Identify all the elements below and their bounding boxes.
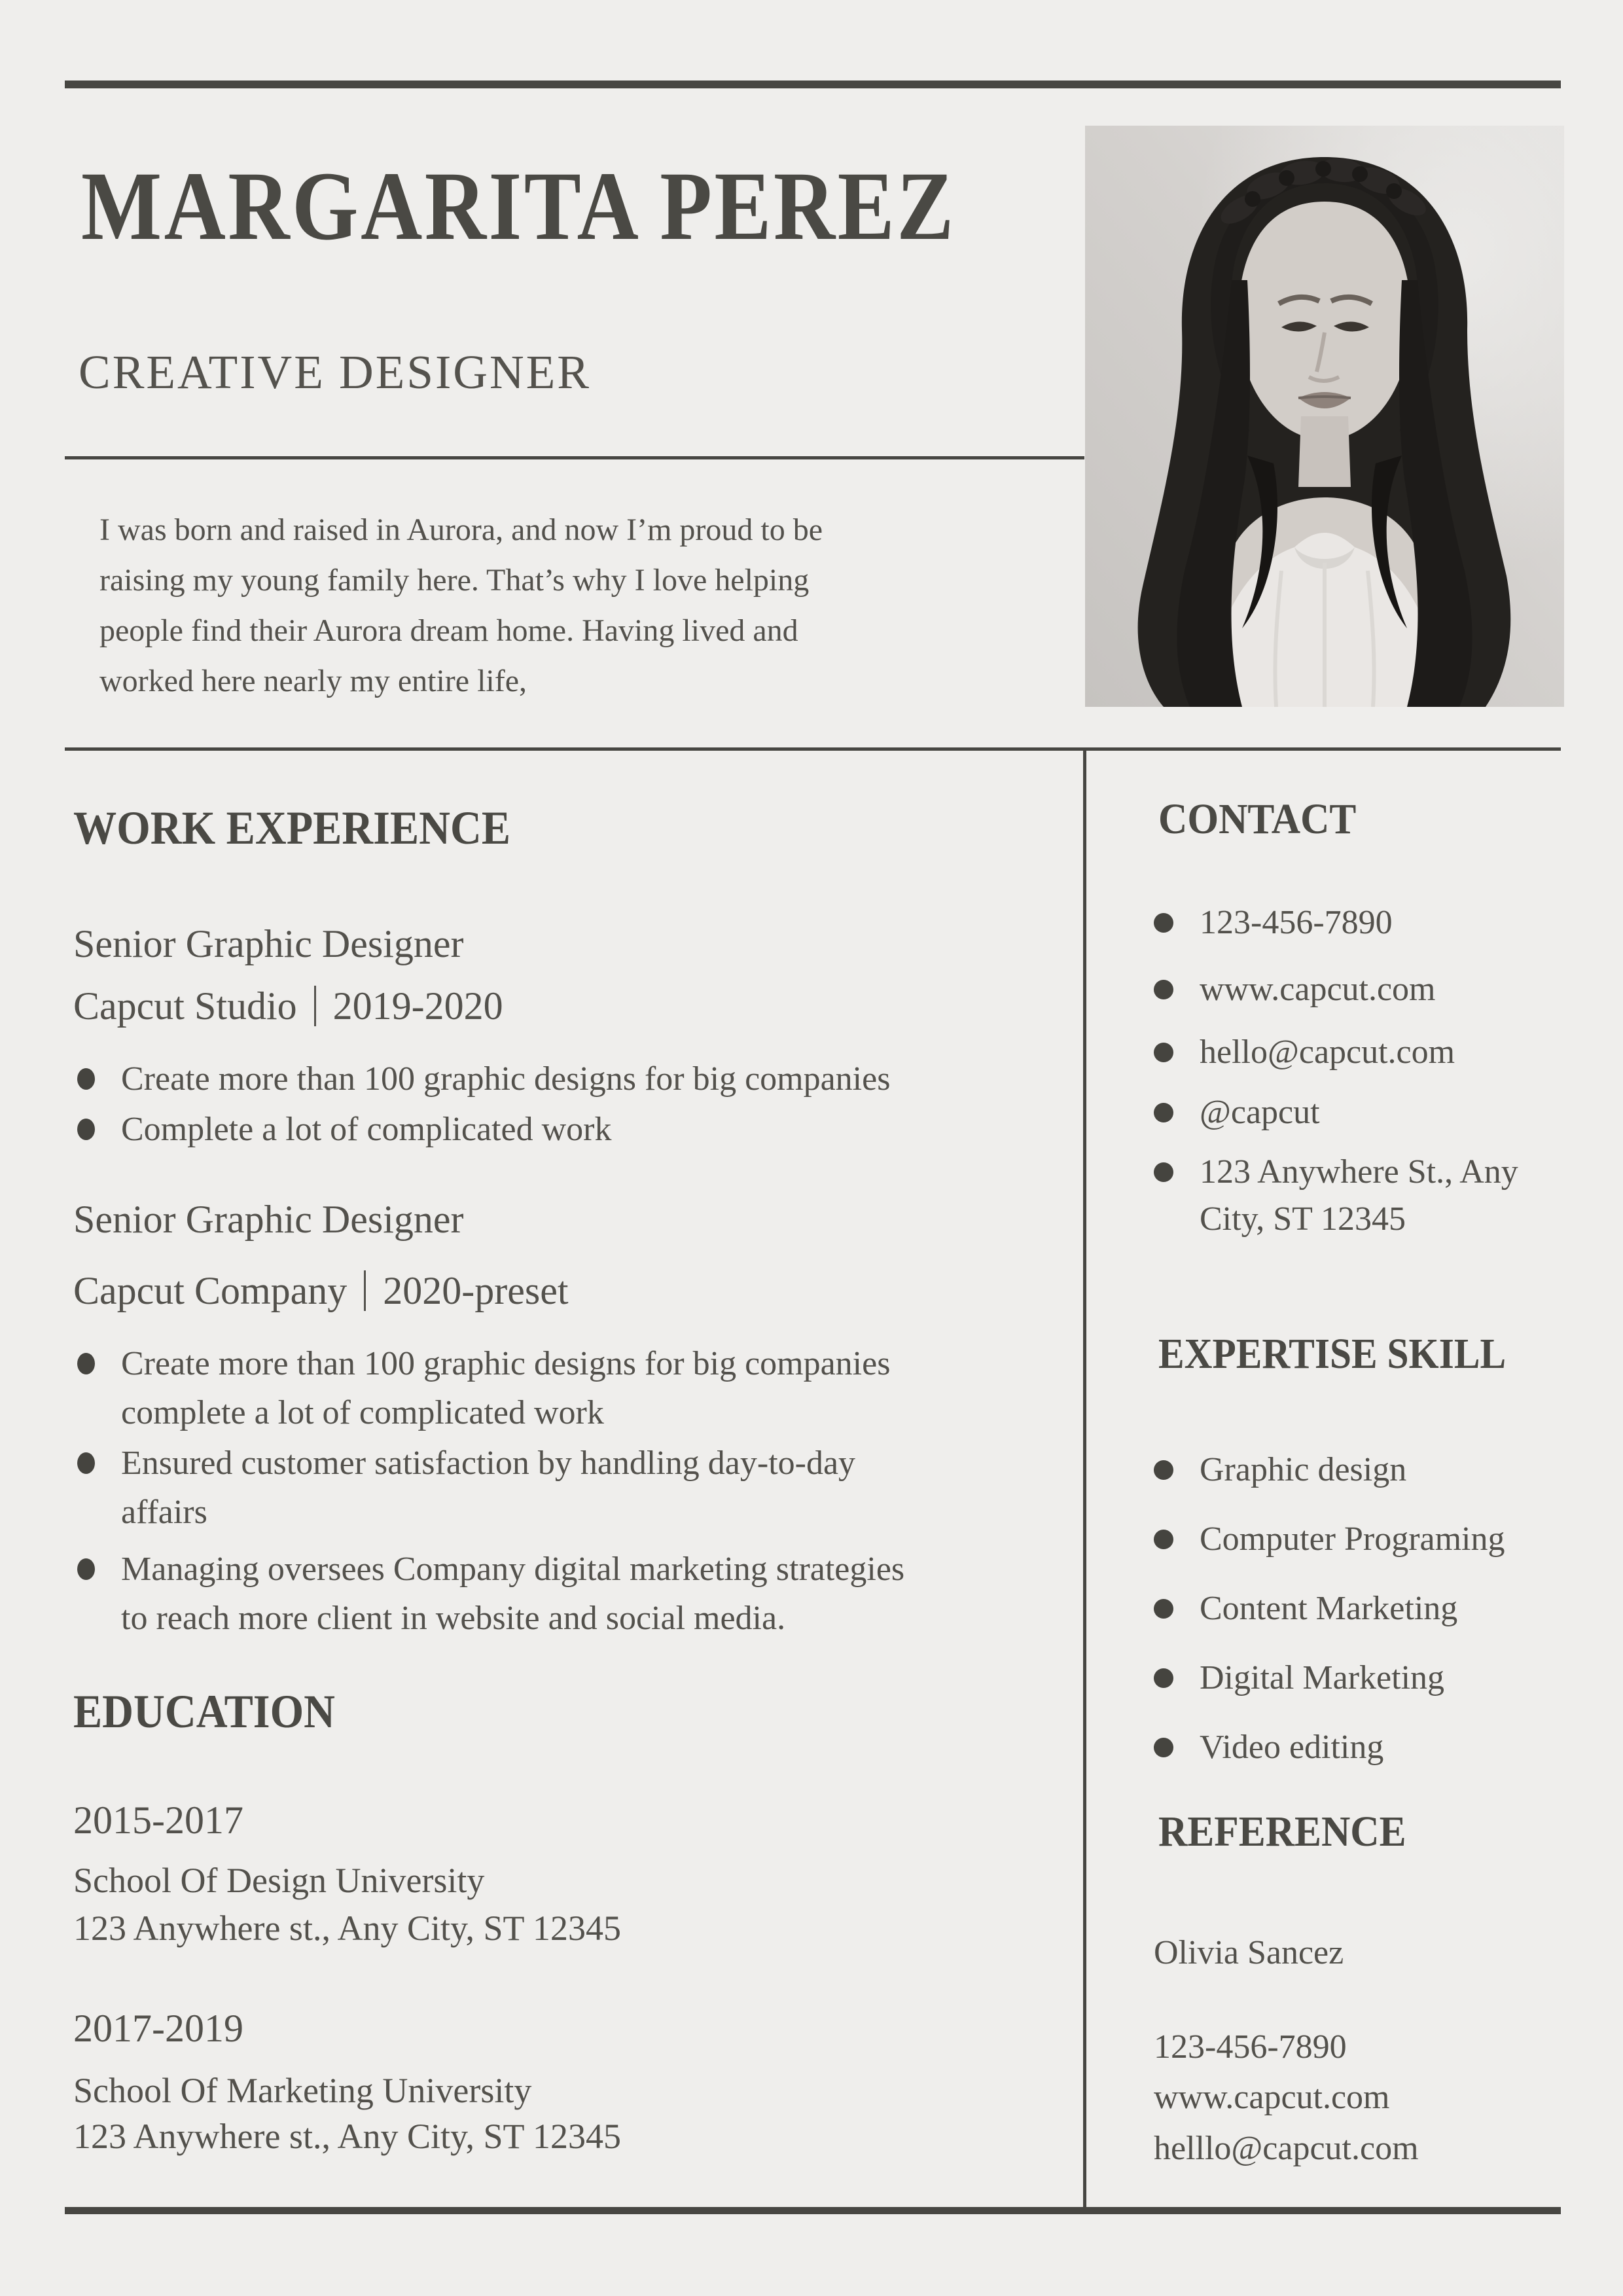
bullet-icon <box>1154 980 1173 999</box>
page-title: MARGARITA PEREZ <box>81 152 956 260</box>
job-title: CREATIVE DESIGNER <box>79 346 591 399</box>
job-meta-2 <box>73 1268 569 1314</box>
section-heading-skills: EXPERTISE SKILL <box>1158 1330 1507 1378</box>
bullet-icon <box>1154 1043 1173 1062</box>
contact-text: @capcut <box>1200 1094 1320 1131</box>
columns-top-rule <box>65 747 1561 751</box>
contact-item-email <box>1154 1028 1573 1077</box>
top-rule <box>65 81 1561 88</box>
skill-text: Graphic design <box>1200 1451 1407 1488</box>
skill-text: Digital Marketing <box>1200 1659 1445 1696</box>
work-bullet <box>73 1545 924 1643</box>
bullet-icon <box>77 1119 95 1140</box>
work-bullet <box>73 1105 924 1154</box>
education-period: 2017-2019 <box>73 2007 243 2050</box>
separator-bar <box>314 986 316 1026</box>
bullet-text: Create more than 100 graphic designs for big companies complete a lot of complicated work <box>121 1345 891 1431</box>
bullet-icon <box>77 1452 95 1474</box>
skill-item <box>1154 1584 1573 1633</box>
reference-name: Olivia Sancez <box>1154 1934 1344 1971</box>
bullet-text: Managing oversees Company digital marketing strategies to reach more client in website and social media. <box>121 1551 905 1637</box>
work-bullet <box>73 1054 924 1103</box>
company: Capcut Company <box>73 1268 348 1312</box>
bullet-icon <box>1154 1162 1173 1182</box>
period: 2020-preset <box>383 1268 569 1312</box>
portrait-illustration <box>1085 126 1564 707</box>
intro-paragraph <box>99 505 950 706</box>
work-bullet <box>73 1339 924 1437</box>
intro-line: people find their Aurora dream home. Having lived and <box>99 613 798 648</box>
skill-item <box>1154 1515 1573 1564</box>
bullet-icon <box>1154 1530 1173 1549</box>
bullet-icon <box>77 1068 95 1090</box>
section-heading-education: EDUCATION <box>73 1685 335 1738</box>
skill-text: Content Marketing <box>1200 1590 1458 1627</box>
bullet-icon <box>1154 1738 1173 1757</box>
contact-item-address <box>1154 1149 1573 1243</box>
bullet-icon <box>1154 913 1173 933</box>
job-meta-1 <box>73 983 503 1029</box>
column-divider <box>1083 747 1086 2210</box>
bullet-icon <box>77 1353 95 1374</box>
job-title-1: Senior Graphic Designer <box>73 922 464 965</box>
education-period: 2015-2017 <box>73 1799 243 1842</box>
contact-text: www.capcut.com <box>1200 971 1436 1008</box>
section-heading-work: WORK EXPERIENCE <box>73 802 511 854</box>
header-divider <box>65 456 1084 459</box>
reference-email: helllo@capcut.com <box>1154 2130 1419 2167</box>
reference-phone: 123-456-7890 <box>1154 2028 1347 2066</box>
skill-item <box>1154 1445 1573 1494</box>
skill-text: Computer Programing <box>1200 1520 1505 1558</box>
portrait-photo <box>1085 126 1564 707</box>
period: 2019-2020 <box>332 984 503 1028</box>
bullet-icon <box>1154 1103 1173 1122</box>
separator-bar <box>364 1270 366 1311</box>
work-bullet <box>73 1439 924 1537</box>
reference-website: www.capcut.com <box>1154 2079 1390 2116</box>
education-school: School Of Design University <box>73 1861 485 1900</box>
education-address: 123 Anywhere st., Any City, ST 12345 <box>73 2117 622 2156</box>
contact-text: 123-456-7890 <box>1200 904 1393 941</box>
bullet-text: Create more than 100 graphic designs for big companies <box>121 1060 891 1098</box>
education-school: School Of Marketing University <box>73 2071 532 2110</box>
education-address: 123 Anywhere st., Any City, ST 12345 <box>73 1909 622 1948</box>
contact-text: 123 Anywhere St., Any City, ST 12345 <box>1200 1153 1518 1238</box>
skill-text: Video editing <box>1200 1729 1384 1766</box>
contact-text: hello@capcut.com <box>1200 1033 1455 1071</box>
bullet-icon <box>77 1558 95 1580</box>
section-heading-contact: CONTACT <box>1158 795 1357 843</box>
bullet-text: Complete a lot of complicated work <box>121 1111 612 1148</box>
bullet-icon <box>1154 1460 1173 1480</box>
bullet-icon <box>1154 1668 1173 1688</box>
contact-item-handle <box>1154 1088 1573 1137</box>
bullet-icon <box>1154 1599 1173 1619</box>
bottom-rule <box>65 2207 1561 2214</box>
skill-item <box>1154 1723 1573 1772</box>
section-heading-reference: REFERENCE <box>1158 1808 1406 1856</box>
intro-line: I was born and raised in Aurora, and now I’m proud to be <box>99 512 823 547</box>
intro-line: raising my young family here. That’s why I love helping <box>99 563 810 598</box>
job-title-2: Senior Graphic Designer <box>73 1198 464 1241</box>
skill-item <box>1154 1653 1573 1702</box>
contact-item-website <box>1154 965 1573 1014</box>
company: Capcut Studio <box>73 984 297 1028</box>
contact-item-phone <box>1154 898 1573 947</box>
intro-line: worked here nearly my entire life, <box>99 664 527 698</box>
bullet-text: Ensured customer satisfaction by handling day-to-day affairs <box>121 1444 856 1531</box>
